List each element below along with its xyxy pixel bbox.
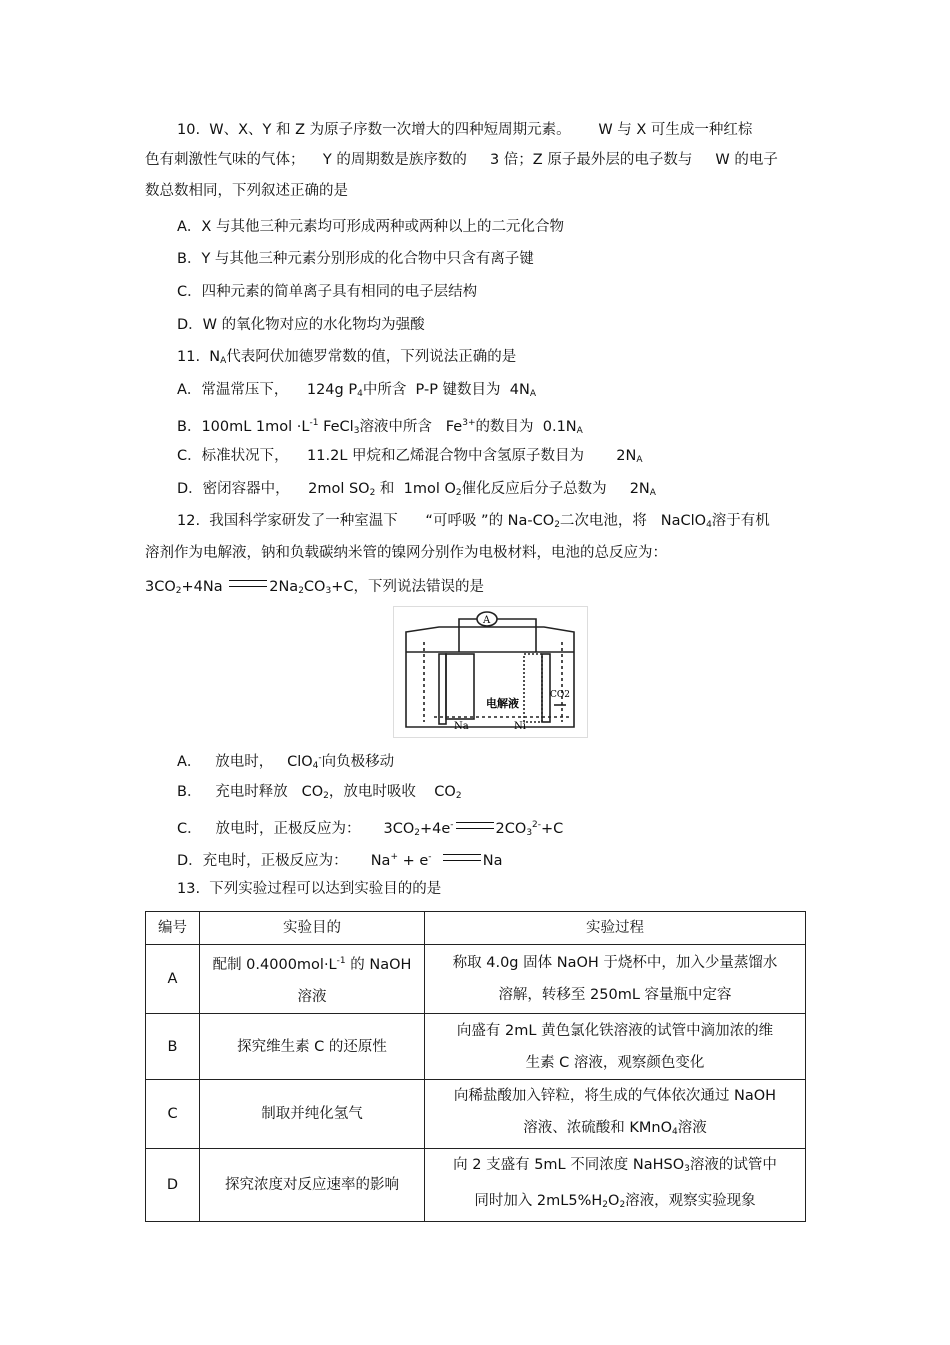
text-line [177,347,516,371]
text-line [145,543,667,563]
text-line [177,446,643,470]
text-segment: 13. 下列实验过程可以达到实验目的的是 [177,881,442,897]
reaction-equals-sign [456,822,494,829]
subscript: 3 [684,1164,690,1174]
row-purpose [200,945,425,1014]
purpose-line [206,1169,418,1201]
text-line [177,413,583,441]
text-segment [432,853,441,869]
text-segment: 向负极移动 [321,754,395,770]
row-process [425,1014,806,1080]
subscript: 2 [298,586,304,596]
subscript: 4 [357,389,363,399]
text-segment: 10. W、X、Y 和 Z 为原子序数一次增大的四种短周期元素。 W 与 X 可生成一种红棕 [177,122,753,138]
text-segment: 2Na [269,579,299,595]
process-line [431,1080,799,1112]
superscript: 3+ [462,418,476,428]
subscript: 2 [369,488,376,498]
text-segment: 溶液的试管中 [689,1157,777,1173]
superscript: - [428,852,432,862]
reaction-equals-sign [443,854,481,861]
ammeter-label: A [483,615,491,626]
header-id: 编号 [146,912,200,945]
text-line [177,879,441,899]
subscript: 3 [325,586,332,596]
subscript: A [649,488,656,498]
row-purpose [200,1149,425,1222]
text-segment: CO [303,579,326,595]
subscript: 2 [455,791,462,801]
superscript: 2- [532,820,542,830]
cathode-label: Ni [514,721,526,732]
battery-diagram [393,606,588,738]
superscript: - [318,753,322,763]
text-line [177,249,534,269]
text-segment: A． 放电时， ClO [177,754,313,770]
subscript: 2 [455,488,462,498]
text-segment: 代表阿伏加德罗常数的值，下列说法正确的是 [226,349,517,365]
purpose-line [206,1031,418,1063]
text-segment: 溶解，转移至 250mL 容量瓶中定容 [498,987,732,1003]
text-segment: O [608,1193,620,1209]
process-line [431,1112,799,1148]
text-line [177,315,425,335]
table-row [146,1014,806,1080]
text-segment: B． 充电时释放 CO [177,784,324,800]
text-segment: 二次电池，将 NaClO [559,513,707,529]
text-segment: A．X 与其他三种元素均可形成两种或两种以上的二元化合物 [177,219,564,235]
subscript: A [636,455,643,465]
text-segment: Na [482,853,503,869]
electrolyte-label: 电解液 [486,697,519,710]
text-segment: + e [398,853,429,869]
text-segment: C． 放电时，正极反应为： 3CO [177,821,415,837]
superscript: + [390,852,398,862]
text-line [177,282,477,302]
row-process [425,1149,806,1222]
row-purpose [200,1014,425,1080]
purpose-line [206,981,418,1013]
text-segment: 溶液中所含 Fe [359,419,463,435]
process-line [431,1015,799,1047]
text-segment: A．常温常压下， 124g P [177,382,358,398]
text-segment: C．标准状况下， 11.2L 甲烷和乙烯混合物中含氢原子数目为 2N [177,448,637,464]
text-segment: 12. 我国科学家研发了一种室温下 “可呼吸 ”的 Na-CO [177,513,555,529]
table-row [146,945,806,1014]
text-segment: 溶剂作为电解液，钠和负载碳纳米管的镍网分别作为电极材料，电池的总反应为： [145,545,667,561]
text-line [177,380,536,404]
subscript: 3 [526,828,533,838]
text-segment: 3CO [145,579,176,595]
text-segment: 溶液、浓硫酸和 KMnO [523,1120,672,1136]
text-segment: 溶液 [297,989,327,1005]
process-line [431,1047,799,1079]
subscript: 4 [312,761,319,771]
text-segment: D．充电时，正极反应为： Na [177,853,391,869]
subscript: 2 [619,1200,626,1210]
header-process: 实验过程 [425,912,806,945]
reaction-equals-sign [229,580,267,587]
text-segment: 溶于有机 [711,513,770,529]
text-segment: FeCl [318,419,354,435]
text-segment: 色有刺激性气味的气体； Y 的周期数是族序数的 3 倍；Z 原子最外层的电子数与 W 的电子 [145,152,778,168]
text-segment: 探究维生素 C 的还原性 [237,1038,387,1055]
text-line [145,150,778,170]
anode-label: Na [454,721,469,732]
row-id: B [146,1014,200,1080]
text-line [177,120,752,140]
text-segment: 向稀盐酸加入锌粒，将生成的气体依次通过 NaOH [453,1088,777,1104]
subscript: 3 [353,426,360,436]
subscript: A [220,356,227,366]
text-segment: ，放电时吸收 CO [328,784,456,800]
text-line [177,782,462,806]
row-id: A [146,945,200,1014]
text-segment: 向 2 支盛有 5mL 不同浓度 NaHSO [453,1157,685,1173]
subscript: 2 [323,791,329,801]
table-header-row [146,912,806,945]
text-segment: 11. N [177,349,221,365]
subscript: 2 [602,1200,609,1210]
text-line [177,815,563,843]
purpose-line [206,1098,418,1130]
subscript: 4 [706,520,712,530]
purpose-line [206,945,418,981]
text-segment: +C，下列说法错误的是 [331,579,484,595]
text-segment: 溶液 [677,1120,707,1136]
text-segment: +4Na [181,579,228,595]
text-segment: 探究浓度对反应速率的影响 [225,1177,399,1193]
text-segment: 生素 C 溶液，观察颜色变化 [525,1054,705,1071]
text-segment: B．100mL 1mol ·L [177,419,310,435]
text-segment: C．四种元素的简单离子具有相同的电子层结构 [177,284,478,300]
table-row [146,1080,806,1149]
text-line [177,847,503,871]
superscript: -1 [309,418,319,428]
subscript: 2 [554,520,560,530]
text-segment: 的数目为 0.1N [475,419,577,435]
text-segment: D．密闭容器中， 2mol SO [177,481,370,497]
text-line [177,217,564,237]
text-line [145,577,484,601]
text-segment: 制取并纯化氢气 [261,1106,363,1122]
text-segment: 中所含 P-P 键数目为 4N [362,382,530,398]
subscript: A [576,426,583,436]
subscript: 2 [175,586,182,596]
text-line [177,511,770,535]
process-line [431,979,799,1011]
text-segment: +C [541,821,564,837]
text-segment: 溶液，观察实验现象 [625,1193,756,1209]
text-segment: 称取 4.0g 固体 NaOH 于烧杯中，加入少量蒸馏水 [452,955,778,971]
text-segment: 和 1mol O [375,481,456,497]
row-purpose [200,1080,425,1149]
superscript: -1 [336,956,346,966]
experiment-table [145,911,806,1222]
text-segment: D．W 的氧化物对应的水化物均为强酸 [177,317,425,333]
text-segment: 2CO [495,821,527,837]
process-line [431,1149,799,1185]
process-line [431,947,799,979]
text-segment: 的 NaOH [345,957,412,973]
text-segment: +4e [420,821,451,837]
text-segment: 配制 0.4000mol·L [212,957,337,973]
text-segment: 催化反应后分子总数为 2N [461,481,650,497]
gas-label: CO2 [550,690,570,700]
text-line [177,479,656,503]
text-segment: B．Y 与其他三种元素分别形成的化合物中只含有离子键 [177,251,534,267]
text-segment: 向盛有 2mL 黄色氯化铁溶液的试管中滴加浓的维 [456,1022,774,1039]
row-id: D [146,1149,200,1222]
row-process [425,945,806,1014]
battery-diagram-drawing [394,607,587,737]
subscript: 2 [414,828,420,838]
row-id: C [146,1080,200,1149]
subscript: 4 [672,1127,678,1137]
process-line [431,1185,799,1221]
text-line [145,181,348,201]
text-line [177,748,394,776]
header-purpose: 实验目的 [200,912,425,945]
table-row [146,1149,806,1222]
subscript: A [529,389,537,399]
superscript: - [450,820,454,830]
row-process [425,1080,806,1149]
text-segment: 同时加入 2mL5%H [474,1193,603,1209]
text-segment: 数总数相同，下列叙述正确的是 [145,183,348,199]
